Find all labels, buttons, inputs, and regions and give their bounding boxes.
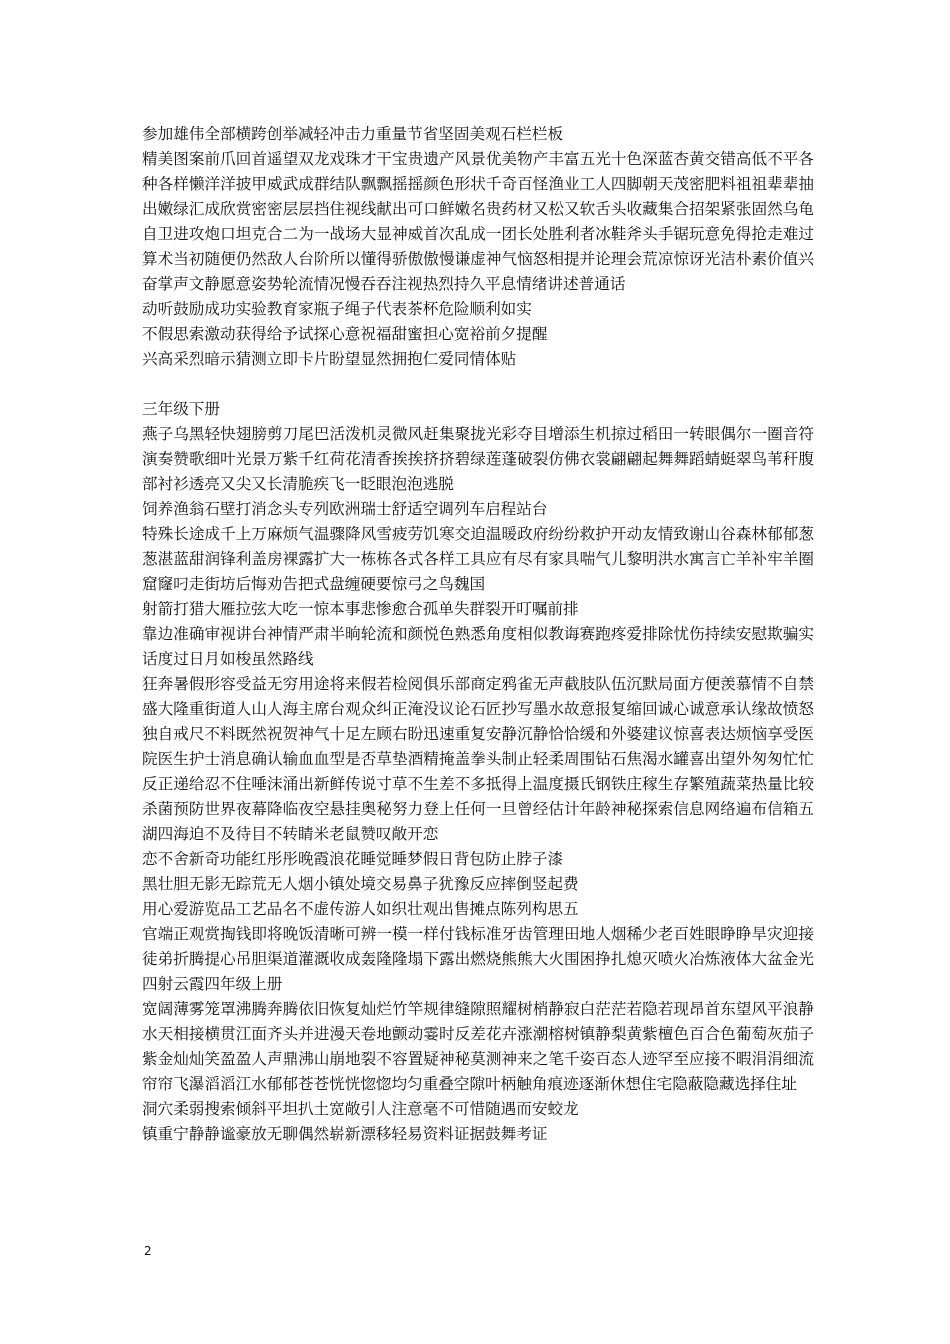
paragraph: 不假思索激动获得给予试探心意祝福甜蜜担心宽裕前夕提醒 bbox=[142, 325, 548, 343]
paragraph: 兴高采烈暗示猜测立即卡片盼望显然拥抱仁爱同情体贴 bbox=[142, 350, 517, 368]
section-two bbox=[142, 422, 814, 1147]
paragraph: 宽阔薄雾笼罩沸腾奔腾依旧恢复灿烂竹竿规律缝隙照耀树梢静寂白茫茫若隐若现昂首东望风平浪静水天相接横贯江面齐头并进漫天卷地颤动霎时反差花卉涨潮榕树镇静梨黄紫檀色百合色葡萄灰茄子紫金灿灿笑盈盈人声鼎沸山崩地裂不容置疑神秘莫测神来之笔千姿百态人迹罕至应接不暇涓涓细流帘帘飞瀑滔滔江水郁郁苍苍恍恍惚惚均匀重叠空隙叶柄触角痕迹逐渐休想住宅隐蔽隐藏选择住址 bbox=[142, 1000, 814, 1093]
blank-line bbox=[142, 372, 814, 397]
page-number: 2 bbox=[144, 1244, 152, 1258]
paragraph: 镇重宁静静谧豪放无聊偶然崭新漂移轻易资料证据鼓舞考证 bbox=[142, 1125, 548, 1143]
paragraph: 精美图案前爪回首遥望双龙戏珠才干宝贵遗产风景优美物产丰富五光十色深蓝杏黄交错高低不平各种各样懒洋洋披甲威武成群结队飘飘摇摇颜色形状千奇百怪渔业工人四脚朝天茂密肥料祖祖辈辈抽出嫩绿汇成欣赏密密层层挡住视线献出可口鲜嫩名贵药材又松又软舌头收藏集合招架紧张固然乌龟自卫进攻炮口坦克合二为一战场大显神威首次乱成一团长处胜利者冰鞋斧头手锯玩意免得抢走难过算术当初随便仍然敌人台阶所以懂得骄傲傲慢谦虚神气恼怒相提并论理会荒凉惊讶光洁朴素价值兴奋掌声文静愿意姿势轮流情况慢吞吞注视热烈持久平息情绪讲述普通话 bbox=[142, 150, 814, 293]
paragraph: 特殊长途成千上万麻烦气温骤降风雪疲劳饥寒交迫温暖政府纷纷救护开动友情致谢山谷森林郁郁葱葱湛蓝甜润锋利盖房裸露扩大一栋栋各式各样工具应有尽有家具喘气儿黎明洪水寓言亡羊补牢羊圈窟窿叼走街坊后悔劝告把式盘缠硬要惊弓之鸟魏国 bbox=[142, 525, 814, 593]
paragraph: 参加雄伟全部横跨创举减轻冲击力重量节省坚固美观石栏栏板 bbox=[142, 125, 564, 143]
paragraph: 洞穴柔弱搜索倾斜平坦扒土宽敞引人注意毫不可惜随遇而安蛟龙 bbox=[142, 1100, 579, 1118]
paragraph: 靠边准确审视讲台神情严肃半晌轮流和颜悦色熟悉角度相似教诲赛跑疼爱排除忧伤持续安慰欺骗实话度过日月如梭虽然路线 bbox=[142, 625, 814, 668]
section-one bbox=[142, 122, 814, 372]
paragraph: 饲养渔翁石壁打消念头专列欧洲瑞士舒适空调列车启程站台 bbox=[142, 500, 548, 518]
paragraph: 射箭打猎大雁拉弦大吃一惊本事悲惨愈合孤单失群裂开叮嘱前排 bbox=[142, 600, 579, 618]
paragraph: 官端正观赏掏钱即将晚饭清晰可辨一模一样付钱标准牙齿管理田地人烟稀少老百姓眼睁睁旱灾迎接徒弟折腾提心吊胆渠道灌溉收成轰隆隆塌下露出燃烧熊熊大火围困挣扎熄灭喷火冶炼液体大盆金光四射云霞四年级上册 bbox=[142, 925, 814, 993]
paragraph: 动听鼓励成功实验教育家瓶子绳子代表茶杯危险顺利如实 bbox=[142, 300, 532, 318]
paragraph: 燕子乌黑轻快翅膀剪刀尾巴活泼机灵微风赶集聚拢光彩夺目增添生机掠过稻田一转眼偶尔一圈音符演奏赞歌细叶光景万紫千红荷花清香挨挨挤挤碧绿莲蓬破裂仿佛衣裳翩翩起舞舞蹈蜻蜓翠鸟苇秆腹部衬衫透亮又尖又长清脆疾飞一眨眼泡泡逃脱 bbox=[142, 425, 814, 493]
paragraph: 恋不舍新奇功能红彤彤晚霞浪花睡觉睡梦假日背包防止脖子漆 bbox=[142, 850, 564, 868]
paragraph: 狂奔暑假形容受益无穷用途将来假若检阅俱乐部商定鸦雀无声截肢队伍沉默局面方便羡慕情不自禁盛大隆重街道人山人海主席台观众纠正淹没议论石匠抄写墨水故意报复缩回诚心诚意承认缘故愤怒独自戒尺不料既然祝贺神气十足左顾右盼迅速重复安静沉静恰恰缓和外婆建议惊喜表达烦恼享受医院医生护士消息确认输血血型是否草垫酒精掩盖拳头制止轻柔周围钻石焦渴水罐喜出望外匆匆忙忙反正递给忍不住唾沫涌出新鲜传说寸草不生差不多抵得上温度摄氏钢铁庄稼生存繁殖蔬菜热量比较杀菌预防世界夜幕降临夜空悬挂奥秘努力登上任何一旦曾经估计年龄神秘探索信息网络遍布信箱五湖四海迫不及待目不转睛米老鼠赞叹敞开恋 bbox=[142, 675, 814, 843]
document-body bbox=[142, 122, 814, 1147]
paragraph: 用心爱游览品工艺品名不虚传游人如织壮观出售摊点陈列构思五 bbox=[142, 900, 579, 918]
section-heading: 三年级下册 bbox=[142, 400, 220, 418]
paragraph: 黑壮胆无影无踪荒无人烟小镇处境交易鼻子犹豫反应摔倒竖起费 bbox=[142, 875, 579, 893]
